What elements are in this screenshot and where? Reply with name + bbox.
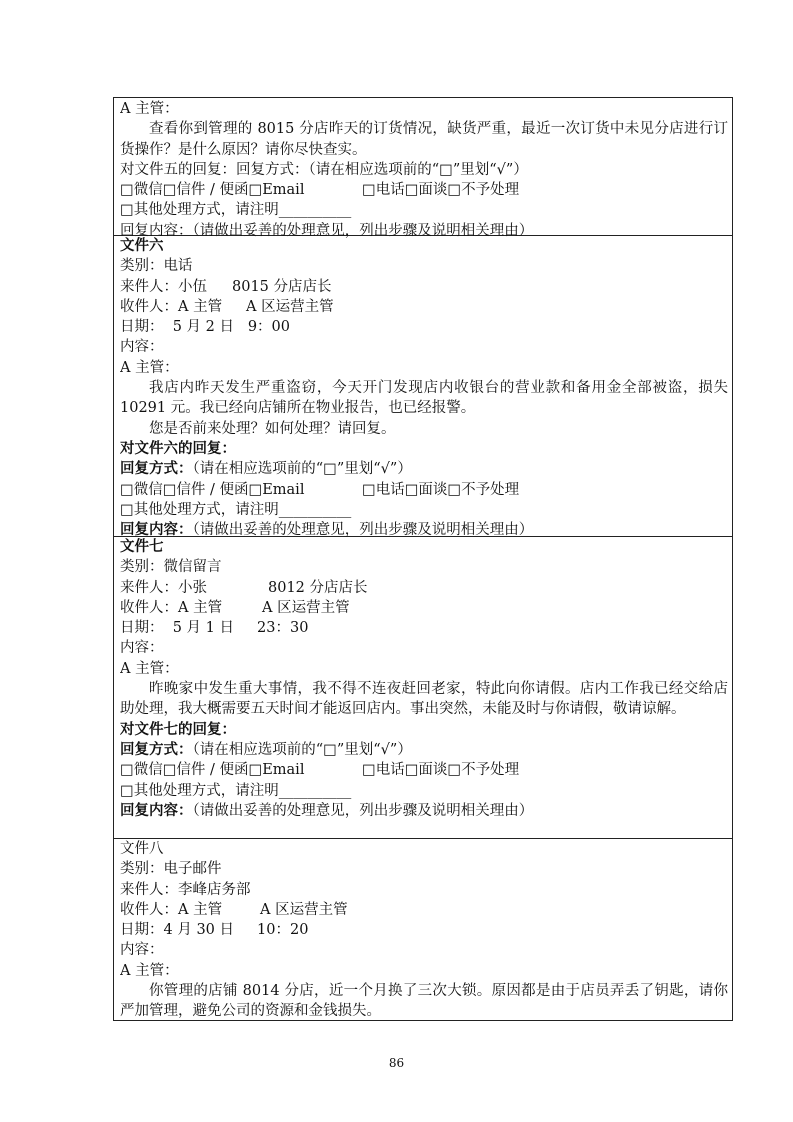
file5-salutation: A 主管：: [120, 101, 179, 117]
file8-salutation: A 主管：: [120, 962, 179, 979]
file6-body-2: 您是否前来处理？如何处理？请回复。: [149, 420, 396, 437]
file6-sender-label: 来件人：小伍: [120, 278, 207, 295]
file6-reply-heading: 对文件六的回复：: [120, 439, 236, 457]
file5-reply-line: 对文件五的回复：回复方式：（请在相应选项前的“□”里划“√”）: [120, 161, 528, 178]
file6-content-label-bold: 回复内容：: [120, 521, 193, 539]
file7-title: 文件七: [120, 538, 164, 555]
file8-cell: [114, 839, 732, 1020]
file8-receiver-role: A 区运营主管: [260, 901, 348, 918]
file6-cell: [114, 236, 732, 537]
file6-date: 日期： 5 月 2 日 9：00: [120, 319, 290, 336]
file5-body: 查看你到管理的 8015 分店昨天的订货情况，缺货严重，最近一次订货中未见分店进行订货操作？是什么原因？请你尽快查实。: [120, 121, 728, 158]
file6-reply-method-text: （请在相应选项前的“□”里划“√”）: [192, 461, 412, 478]
file7-receiver-label: 收件人：A 主管: [120, 599, 223, 616]
file8-receiver-label: 收件人：A 主管: [120, 901, 223, 918]
file5-options: [120, 180, 728, 200]
file7-body: 昨晚家中发生重大事情，我不得不连夜赶回老家，特此向你请假。店内工作我已经交给店助处理，我大概需要五天时间才能返回店内。事出突然，未能及时与你请假，敬请谅解。: [120, 681, 728, 718]
file6-body-1: 我店内昨天发生严重盗窃，今天开门发现店内收银台的营业款和备用金全部被盗，损失 10291 元。我已经向店铺所在物业报告，也已经报警。: [120, 380, 728, 417]
file7-content-text: （请做出妥善的处理意见，列出步骤及说明相关理由）: [192, 802, 534, 819]
file6-category: 类别：电话: [120, 258, 193, 275]
file7-content-instruction: [120, 801, 728, 821]
file6-options-b[interactable]: □电话□面谈□不予处理: [362, 481, 520, 498]
file6-reply-method-label: 回复方式：: [120, 460, 193, 478]
file6-receiver-label: 收件人：A 主管: [120, 298, 223, 315]
file6-content-text: （请做出妥善的处理意见，列出步骤及说明相关理由）: [192, 522, 534, 539]
file7-salutation: A 主管：: [120, 660, 179, 677]
file7-reply-method-text: （请在相应选项前的“□”里划“√”）: [192, 741, 412, 758]
file8-sender: 来件人：李峰店务部: [120, 881, 251, 898]
file5-options-b[interactable]: □电话□面谈□不予处理: [362, 182, 520, 199]
file6-content-label: 内容：: [120, 339, 164, 356]
file7-sender-label: 来件人：小张: [120, 579, 207, 596]
page-number: 86: [388, 1056, 405, 1070]
file7-other-option[interactable]: □其他处理方式，请注明__________: [120, 782, 352, 799]
file6-receiver-role: A 区运营主管: [246, 298, 334, 315]
file6-sender: [120, 277, 728, 297]
file8-date: 日期：4 月 30 日 10：20: [120, 922, 309, 939]
file7-receiver-role: A 区运营主管: [262, 599, 350, 616]
file6-salutation: A 主管：: [120, 359, 179, 376]
file7-reply-method: [120, 740, 728, 760]
file7-content-label-bold: 回复内容：: [120, 801, 193, 819]
file7-category: 类别：微信留言: [120, 559, 222, 576]
file7-options: [120, 760, 728, 780]
file7-options-b[interactable]: □电话□面谈□不予处理: [362, 762, 520, 779]
file6-title: 文件六: [120, 237, 164, 254]
file7-sender-store: 8012 分店店长: [268, 579, 368, 596]
file6-options-a[interactable]: □微信□信件 / 便函□Email: [120, 481, 305, 498]
file6-options: [120, 480, 728, 500]
file8-receiver: [120, 900, 728, 920]
file7-reply-heading: 对文件七的回复：: [120, 720, 236, 738]
file6-receiver: [120, 297, 728, 317]
file8-content-label: 内容：: [120, 942, 164, 959]
document-table: [113, 97, 733, 1021]
file8-title: 文件八: [120, 841, 164, 857]
file7-reply-method-label: 回复方式：: [120, 740, 193, 758]
file7-receiver: [120, 598, 728, 618]
file6-sender-store: 8015 分店店长: [232, 278, 332, 295]
file7-date: 日期： 5 月 1 日 23：30: [120, 620, 309, 637]
file7-cell: [114, 537, 732, 839]
file7-options-a[interactable]: □微信□信件 / 便函□Email: [120, 762, 305, 779]
file7-content-label: 内容：: [120, 640, 164, 657]
file7-sender: [120, 578, 728, 598]
file5-options-a[interactable]: □微信□信件 / 便函□Email: [120, 182, 305, 199]
file8-body: 你管理的店铺 8014 分店，近一个月换了三次大锁。原因都是由于店员弄丢了钥匙，请你严加管理，避免公司的资源和金钱损失。: [120, 983, 728, 1020]
file8-category: 类别：电子邮件: [120, 861, 222, 878]
file5-other-option[interactable]: □其他处理方式，请注明__________: [120, 202, 352, 219]
file6-other-option[interactable]: □其他处理方式，请注明__________: [120, 501, 352, 518]
file5-cell: [114, 98, 732, 239]
file6-reply-method: [120, 459, 728, 479]
file5-content-instruction: 回复内容：（请做出妥善的处理意见，列出步骤及说明相关理由）: [120, 222, 534, 239]
